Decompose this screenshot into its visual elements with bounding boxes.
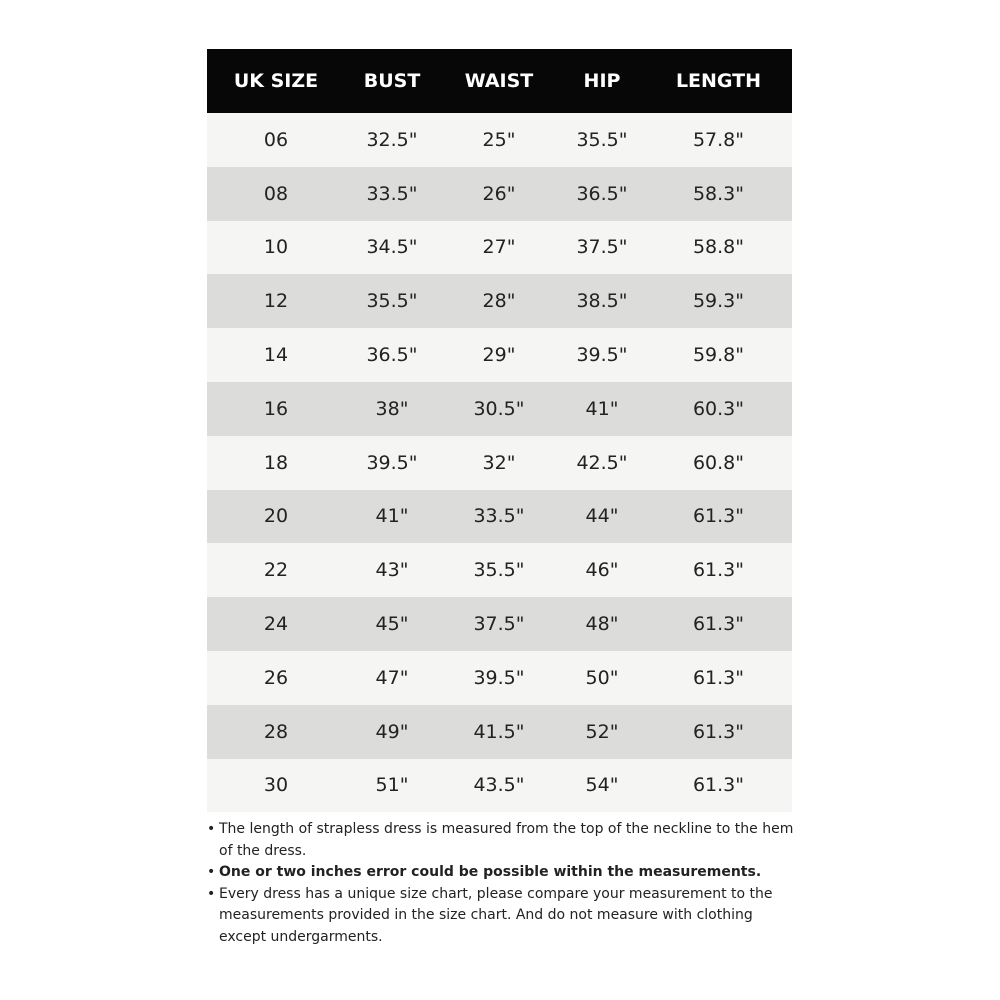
cell-uk-size: 30 [263,774,289,797]
cell-length: 61.3" [692,559,745,582]
note-item [207,862,797,884]
table-row [207,705,792,759]
cell-uk-size: 24 [263,613,289,636]
cell-uk-size: 26 [263,666,289,689]
cell-hip: 41" [585,397,619,420]
bullet-icon: • [207,885,216,902]
table-row [207,759,792,813]
note-item [207,819,797,862]
cell-length: 61.3" [692,774,745,797]
cell-waist: 28" [482,290,516,313]
cell-hip: 46" [585,559,619,582]
table-row [207,597,792,651]
cell-length: 61.3" [692,666,745,689]
cell-uk-size: 14 [263,344,289,367]
note-text: One or two inches error could be possible within the measurements. [219,864,762,881]
table-row [207,274,792,328]
table-header-row [207,49,792,113]
cell-hip: 52" [585,720,619,743]
note-text: The length of strapless dress is measured from the top of the neckline to the hem of the dress. [219,821,794,859]
cell-hip: 44" [585,505,619,528]
cell-hip: 37.5" [576,236,628,259]
cell-waist: 30.5" [473,397,525,420]
cell-uk-size: 08 [263,182,289,205]
cell-bust: 41" [375,505,409,528]
header-bust: BUST [363,70,421,92]
cell-bust: 38" [375,397,409,420]
cell-uk-size: 06 [263,128,289,151]
cell-uk-size: 28 [263,720,289,743]
cell-hip: 54" [585,774,619,797]
cell-length: 57.8" [692,128,745,151]
measurement-notes [207,819,797,949]
cell-waist: 41.5" [473,720,525,743]
cell-bust: 32.5" [366,128,418,151]
cell-hip: 35.5" [576,128,628,151]
cell-bust: 49" [375,720,409,743]
cell-uk-size: 20 [263,505,289,528]
table-row [207,221,792,275]
cell-hip: 38.5" [576,290,628,313]
cell-hip: 50" [585,666,619,689]
cell-length: 58.8" [692,236,745,259]
cell-bust: 45" [375,613,409,636]
cell-length: 61.3" [692,613,745,636]
cell-length: 59.3" [692,290,745,313]
table-row [207,328,792,382]
cell-waist: 29" [482,344,516,367]
table-row [207,436,792,490]
header-hip: HIP [583,70,621,92]
cell-hip: 36.5" [576,182,628,205]
cell-waist: 27" [482,236,516,259]
table-row [207,167,792,221]
cell-hip: 48" [585,613,619,636]
cell-uk-size: 18 [263,451,289,474]
cell-length: 61.3" [692,720,745,743]
cell-bust: 36.5" [366,344,418,367]
cell-waist: 39.5" [473,666,525,689]
cell-hip: 42.5" [576,451,628,474]
cell-waist: 33.5" [473,505,525,528]
cell-uk-size: 12 [263,290,289,313]
table-row [207,490,792,544]
table-row [207,651,792,705]
cell-bust: 35.5" [366,290,418,313]
cell-bust: 51" [375,774,409,797]
table-row [207,543,792,597]
note-text: Every dress has a unique size chart, please compare your measurement to the measurements provided in the size chart. And do not measure with clothing except undergarments. [219,885,773,945]
cell-waist: 32" [482,451,516,474]
cell-waist: 35.5" [473,559,525,582]
cell-length: 60.3" [692,397,745,420]
cell-bust: 34.5" [366,236,418,259]
table-row [207,113,792,167]
cell-uk-size: 10 [263,236,289,259]
cell-waist: 26" [482,182,516,205]
cell-bust: 47" [375,666,409,689]
cell-waist: 25" [482,128,516,151]
bullet-icon: • [207,864,216,881]
cell-waist: 37.5" [473,613,525,636]
cell-bust: 33.5" [366,182,418,205]
cell-bust: 43" [375,559,409,582]
table-body [207,113,792,812]
cell-bust: 39.5" [366,451,418,474]
cell-length: 61.3" [692,505,745,528]
table-row [207,382,792,436]
cell-length: 58.3" [692,182,745,205]
header-length: LENGTH [675,70,762,92]
cell-hip: 39.5" [576,344,628,367]
cell-uk-size: 22 [263,559,289,582]
note-item [207,884,797,949]
header-waist: WAIST [464,70,534,92]
cell-length: 60.8" [692,451,745,474]
header-uk-size: UK SIZE [233,70,319,92]
size-chart-table [207,49,792,812]
cell-uk-size: 16 [263,397,289,420]
cell-length: 59.8" [692,344,745,367]
bullet-icon: • [207,821,216,837]
cell-waist: 43.5" [473,774,525,797]
